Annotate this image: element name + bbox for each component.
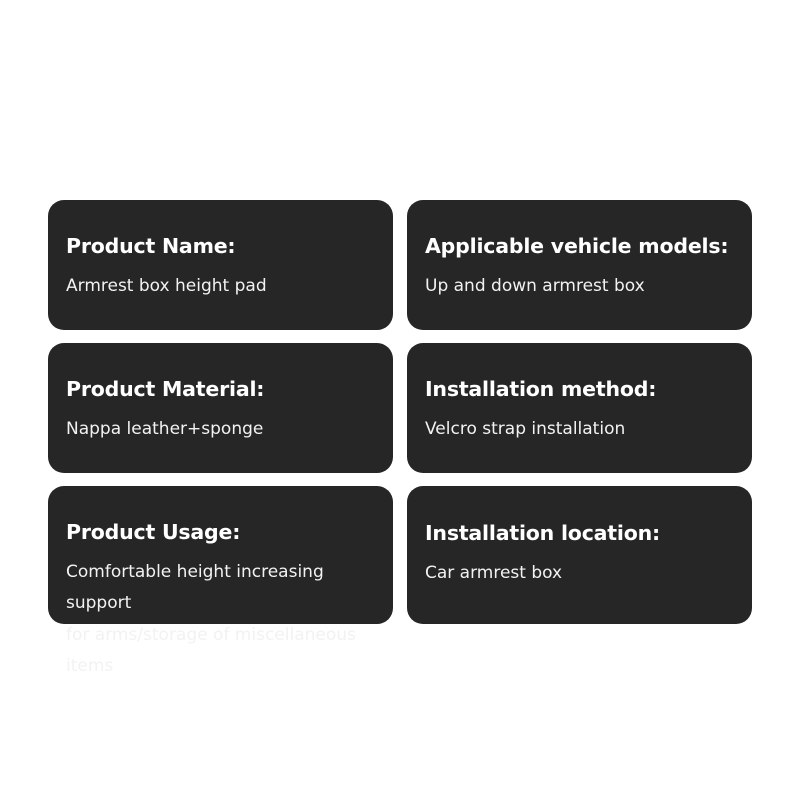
spec-card-value-line: for arms/storage of miscellaneous items — [66, 624, 356, 676]
spec-card-value — [425, 558, 734, 589]
spec-card-grid — [48, 200, 752, 676]
spec-card-label: Installation method: — [425, 377, 657, 401]
spec-card-product-material — [48, 343, 393, 473]
spec-card-label: Product Material: — [66, 377, 265, 401]
spec-card-value — [425, 414, 734, 445]
spec-card-value — [66, 414, 375, 445]
spec-card-value-line: Armrest box height pad — [66, 275, 267, 296]
spec-card-value — [425, 271, 734, 302]
spec-card-product-name — [48, 200, 393, 330]
spec-card-value-line: Car armrest box — [425, 562, 563, 583]
spec-card-installation-method — [407, 343, 752, 473]
spec-card-label: Applicable vehicle models: — [425, 234, 729, 258]
spec-card-label: Installation location: — [425, 520, 660, 545]
spec-card-value — [66, 557, 375, 683]
spec-card-value-line: Nappa leather+sponge — [66, 418, 264, 439]
spec-card-label: Product Usage: — [66, 520, 241, 544]
spec-card-installation-location — [407, 486, 752, 624]
spec-card-value-line: Velcro strap installation — [425, 418, 626, 439]
spec-card-value — [66, 271, 375, 302]
spec-card-applicable-vehicle-models — [407, 200, 752, 330]
spec-card-product-usage — [48, 486, 393, 676]
spec-card-value-line: Up and down armrest box — [425, 275, 645, 296]
spec-card-label: Product Name: — [66, 234, 236, 258]
spec-card-value-line: Comfortable height increasing support — [66, 561, 324, 614]
